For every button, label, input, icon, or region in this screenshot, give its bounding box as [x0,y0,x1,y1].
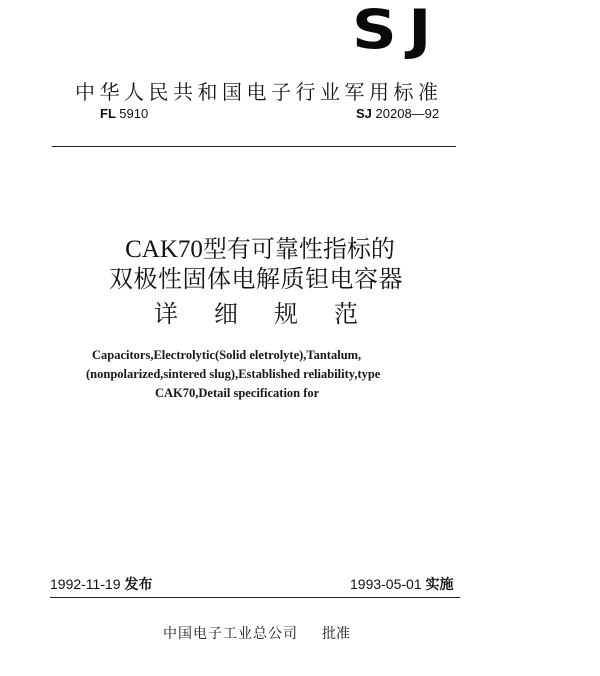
header-divider [52,146,456,147]
fl-prefix: FL [100,106,116,121]
english-title-line-2: (nonpolarized,sintered slug),Established reliability,type [86,367,381,381]
fl-number: 5910 [119,106,149,121]
issue-label: 发布 [124,576,153,592]
sj-standard-number [356,106,439,121]
approving-authority: 中国电子工业总公司 [163,626,298,642]
sj-number: 20208—92 [375,106,440,121]
title-model: CAK70 [125,236,203,263]
standard-organization-title: 中华人民共和国电子行业军用标准 [75,80,443,104]
title-line-3 [0,294,556,329]
title-word-2: 细 [214,300,238,328]
approve-label: 批准 [322,626,350,642]
sj-prefix: SJ [356,106,372,121]
title-line-1-text: 型有可靠性指标的 [202,235,395,263]
issue-date [50,574,152,594]
issue-date-value: 1992-11-19 [50,576,121,592]
implementation-date [350,574,454,594]
footer-divider [50,597,460,598]
sj-logo: SJ [352,0,443,61]
title-word-3: 规 [274,300,298,328]
title-line-2: 双极性固体电解质钽电容器 [109,265,403,293]
implementation-label: 实施 [425,576,454,592]
english-title-line-3: CAK70,Detail specification for [155,386,320,400]
title-word-1: 详 [154,300,178,328]
english-title-line-1: Capacitors,Electrolytic(Solid eletrolyte),Tantalum, [92,348,362,362]
fl-classification-code [100,106,148,121]
implementation-date-value: 1993-05-01 [350,576,422,592]
title-word-4: 范 [334,300,358,328]
